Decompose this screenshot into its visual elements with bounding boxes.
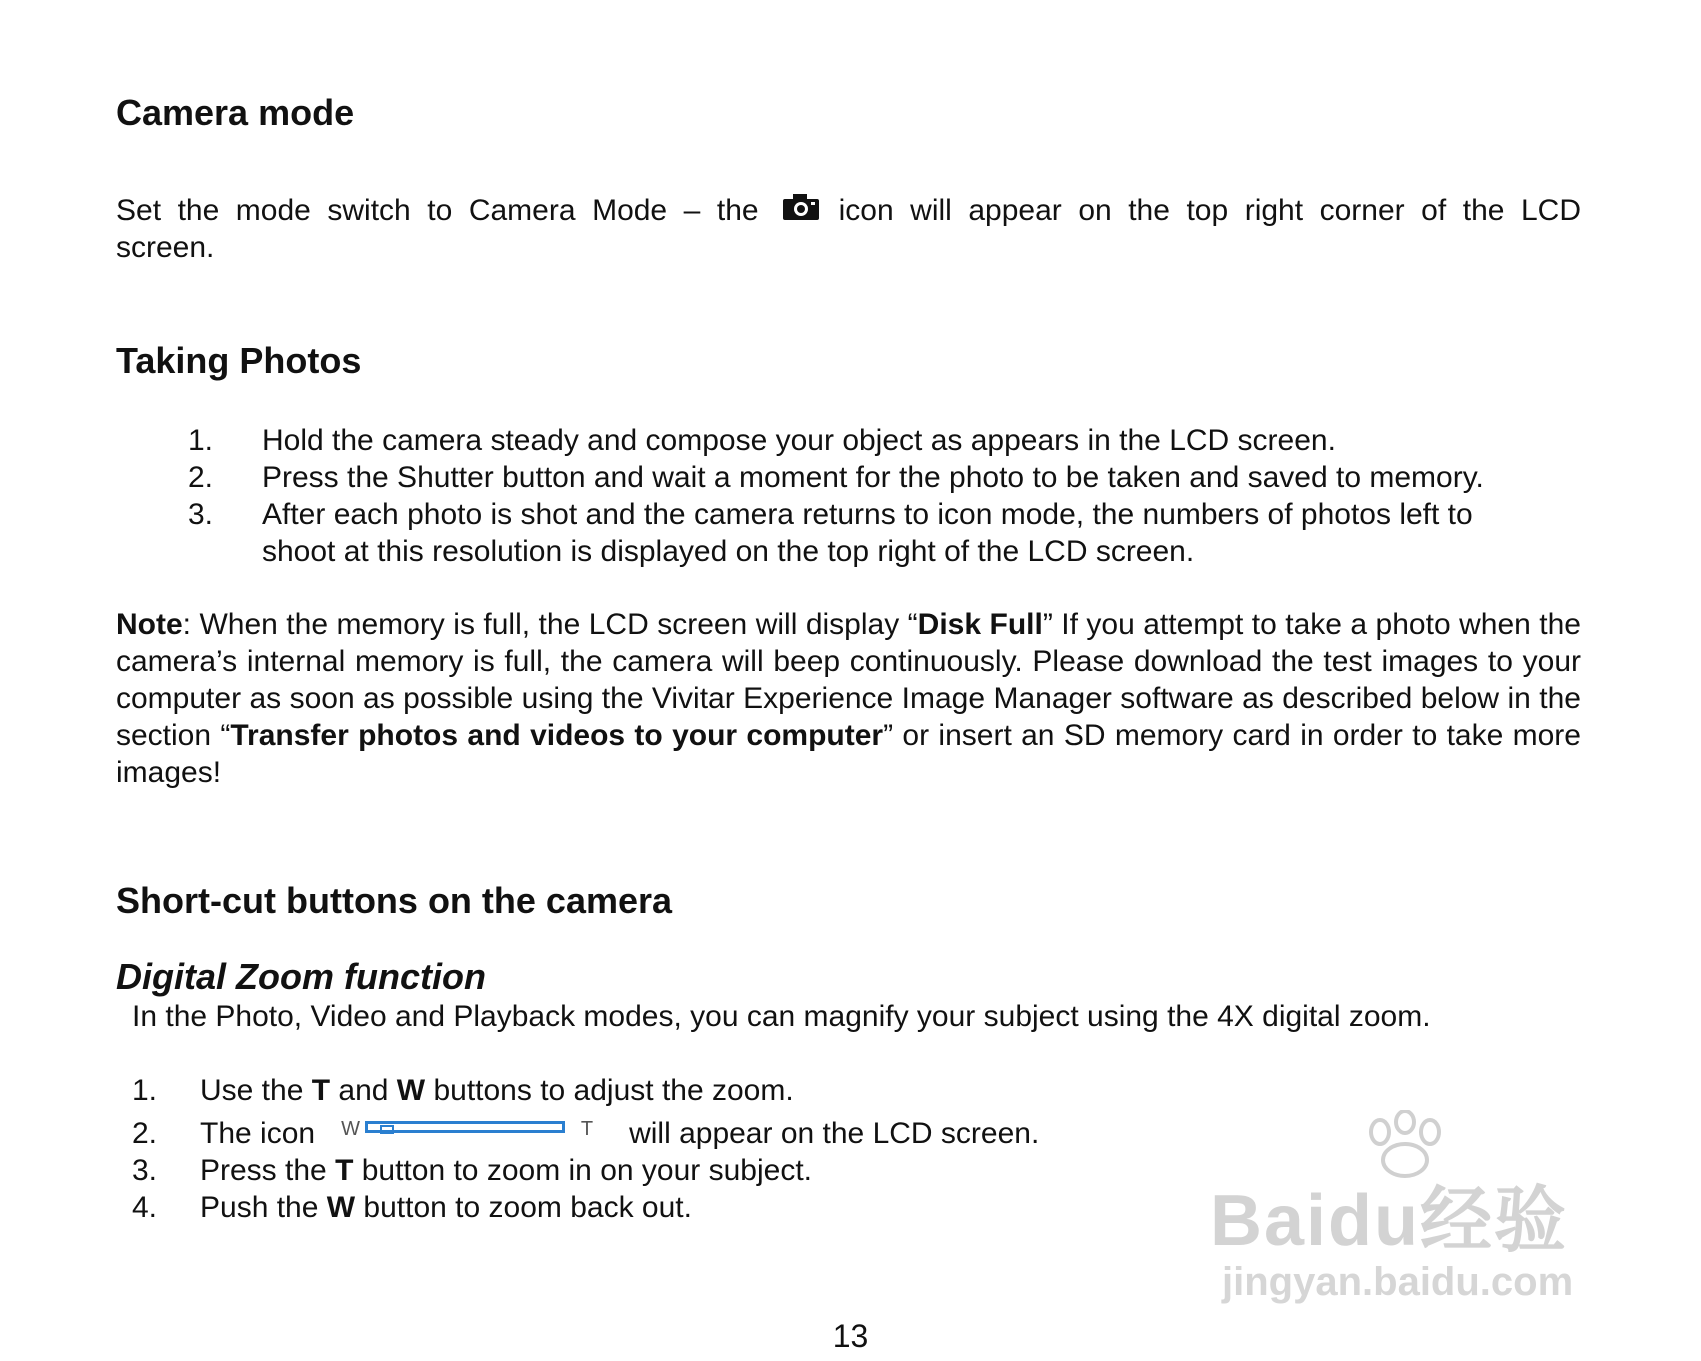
disk-full-text: Disk Full — [917, 608, 1043, 641]
list-item: Press the Shutter button and wait a moment for the photo to be taken and saved to memory. — [262, 461, 1484, 494]
note-text: ” or insert an SD memory card in order to take more images! — [116, 719, 1581, 789]
camera-icon — [781, 192, 821, 231]
note-paragraph — [116, 606, 1581, 791]
digital-zoom-subheading: Digital Zoom function — [116, 956, 486, 997]
zoom-bar-icon: W T — [341, 1118, 594, 1140]
step-number: 1. — [132, 1074, 158, 1107]
step-number: 3. — [188, 498, 214, 531]
list-item: Press the T button to zoom in on your subject. — [200, 1154, 812, 1187]
watermark-main: Baidu经验 — [1210, 1181, 1569, 1261]
step-number: 4. — [132, 1191, 158, 1224]
section-reference: Transfer photos and videos to your computer — [230, 719, 884, 752]
list-item: Hold the camera steady and compose your object as appears in the LCD screen. — [262, 424, 1336, 457]
step-number: 1. — [188, 424, 214, 457]
list-item: After each photo is shot and the camera returns to icon mode, the numbers of photos left to — [262, 498, 1473, 531]
baidu-watermark — [1210, 1110, 1610, 1310]
watermark-url: jingyan.baidu.com — [1222, 1260, 1574, 1304]
shortcuts-heading: Short-cut buttons on the camera — [116, 880, 673, 921]
digital-zoom-intro: In the Photo, Video and Playback modes, you can magnify your subject using the 4X digital zoom. — [132, 1000, 1431, 1033]
list-item: The icon W T will appear on the LCD screen. — [200, 1117, 1040, 1150]
list-item-continuation: shoot at this resolution is displayed on the top right of the LCD screen. — [262, 535, 1195, 568]
note-text: : When the memory is full, the LCD screen will display “ — [182, 608, 918, 641]
step-number: 2. — [188, 461, 214, 494]
camera-mode-heading: Camera mode — [116, 92, 355, 133]
step-number: 2. — [132, 1117, 158, 1150]
note-text: ” If you attempt to take a photo when the camera’s internal memory is full, the camera will beep continuously. Please download the test images to your computer as soon as possible using the Vivitar Experience Image Manager software as described below in the section “ — [116, 608, 1581, 752]
step-number: 3. — [132, 1154, 158, 1187]
camera-mode-line1 — [116, 192, 1581, 231]
taking-photos-heading: Taking Photos — [116, 340, 362, 381]
camera-mode-line2: screen. — [116, 231, 215, 264]
camera-mode-text-b: icon will appear on the top right corner of the LCD — [838, 194, 1581, 227]
note-label: Note — [116, 608, 183, 641]
list-item: Use the T and W buttons to adjust the zoom. — [200, 1074, 794, 1107]
page-number: 13 — [832, 1318, 869, 1354]
camera-mode-text-a: Set the mode switch to Camera Mode – the — [116, 194, 759, 227]
list-item: Push the W button to zoom back out. — [200, 1191, 692, 1224]
